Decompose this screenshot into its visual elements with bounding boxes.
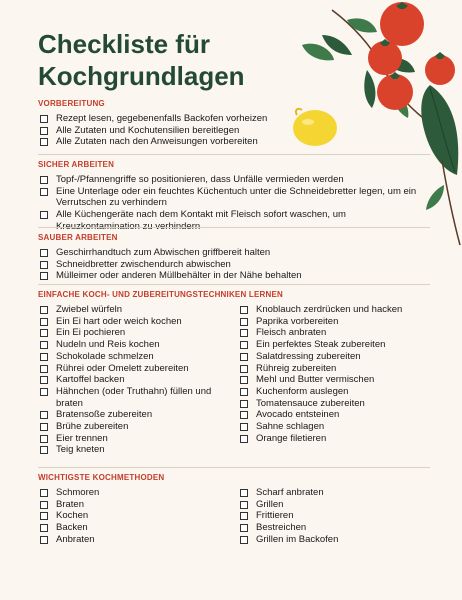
checkbox[interactable]	[40, 524, 48, 532]
item-label: Teig kneten	[56, 444, 105, 456]
list-item	[238, 421, 430, 433]
divider	[38, 284, 430, 285]
checkbox[interactable]	[40, 411, 48, 419]
section-heading: WICHTIGSTE KOCHMETHODEN	[38, 473, 165, 482]
item-label: Braten	[56, 498, 84, 510]
list-item	[38, 363, 238, 375]
list-item	[238, 510, 430, 522]
item-label: Ein Ei pochieren	[56, 327, 126, 339]
list-item	[38, 316, 238, 328]
item-label: Hähnchen (oder Truthahn) füllen und braten	[56, 385, 212, 409]
list-item	[238, 534, 430, 546]
list-item	[38, 304, 238, 316]
divider	[38, 154, 430, 155]
checkbox[interactable]	[240, 388, 248, 396]
checkbox[interactable]	[40, 261, 48, 269]
checkbox[interactable]	[40, 272, 48, 280]
item-label: Anbraten	[56, 533, 95, 545]
item-label: Schmoren	[56, 487, 100, 498]
list-item	[38, 270, 430, 282]
item-label: Rühreig zubereiten	[256, 362, 337, 374]
methods-list-left	[38, 487, 238, 546]
item-label: Ein perfektes Steak zubereiten	[256, 339, 386, 351]
list-item	[238, 351, 430, 363]
checkbox[interactable]	[240, 423, 248, 431]
item-label: Topf-/Pfannengriffe so positionieren, dass Unfälle vermieden werden	[56, 174, 344, 185]
list-item	[238, 316, 430, 328]
list-item	[38, 487, 238, 499]
checkbox[interactable]	[40, 423, 48, 431]
cleanliness-list	[38, 247, 430, 282]
checkbox[interactable]	[240, 400, 248, 408]
checkbox[interactable]	[240, 353, 248, 361]
list-item	[38, 444, 238, 456]
methods-list-right	[238, 487, 430, 546]
section-safety	[38, 154, 430, 233]
item-label: Brühe zubereiten	[56, 421, 129, 433]
item-label: Grillen im Backofen	[256, 533, 339, 545]
checkbox[interactable]	[40, 188, 48, 196]
list-item	[38, 522, 238, 534]
item-label: Rezept lesen, gegebenenfalls Backofen vorheizen	[56, 113, 268, 124]
checkbox[interactable]	[40, 138, 48, 146]
list-item	[238, 374, 430, 386]
section-cleanliness	[38, 227, 430, 282]
item-label: Geschirrhandtuch zum Abwischen griffbereit halten	[56, 247, 271, 258]
item-label: Backen	[56, 522, 88, 534]
list-item	[38, 433, 238, 445]
checkbox[interactable]	[40, 536, 48, 544]
item-label: Schneidbretter zwischendurch abwischen	[56, 258, 231, 270]
list-item	[38, 186, 430, 209]
list-item	[238, 398, 430, 410]
item-label: Zwiebel würfeln	[56, 304, 122, 315]
list-item	[38, 247, 430, 259]
checkbox[interactable]	[240, 365, 248, 373]
item-label: Ein Ei hart oder weich kochen	[56, 315, 182, 327]
checkbox[interactable]	[40, 115, 48, 123]
list-item	[238, 339, 430, 351]
checkbox[interactable]	[40, 512, 48, 520]
checkbox[interactable]	[40, 329, 48, 337]
item-label: Knoblauch zerdrücken und hacken	[256, 304, 403, 315]
list-item	[238, 487, 430, 499]
list-item	[38, 386, 238, 409]
item-label: Eine Unterlage oder ein feuchtes Küchentuch unter die Schneidebretter legen, um ein Verrutschen zu verhindern	[56, 185, 417, 209]
item-label: Alle Küchengeräte nach dem Kontakt mit Fleisch sofort waschen, um Kreuzkontamination zu verhindern	[56, 209, 346, 232]
section-preparation	[38, 99, 430, 148]
checkbox[interactable]	[240, 329, 248, 337]
item-label: Bestreichen	[256, 522, 307, 534]
item-label: Scharf anbraten	[256, 487, 324, 498]
checkbox[interactable]	[240, 512, 248, 520]
list-item	[238, 304, 430, 316]
list-item	[38, 174, 430, 186]
item-label: Avocado entsteinen	[256, 409, 340, 421]
checkbox[interactable]	[40, 211, 48, 219]
list-item	[38, 534, 238, 546]
checkbox[interactable]	[40, 446, 48, 454]
list-item	[38, 351, 238, 363]
list-item	[38, 136, 430, 148]
checkbox[interactable]	[240, 411, 248, 419]
list-item	[238, 409, 430, 421]
section-methods	[38, 467, 430, 546]
item-label: Sahne schlagen	[256, 421, 325, 433]
list-item	[238, 327, 430, 339]
list-item	[38, 113, 430, 125]
list-item	[238, 433, 430, 445]
page-title: Checkliste für Kochgrundlagen	[38, 29, 245, 91]
divider	[38, 227, 430, 228]
list-item	[38, 339, 238, 351]
checkbox[interactable]	[240, 536, 248, 544]
techniques-list-right	[238, 304, 430, 456]
item-label: Alle Zutaten und Kochutensilien bereitlegen	[56, 124, 240, 136]
checkbox[interactable]	[40, 376, 48, 384]
item-label: Mehl und Butter vermischen	[256, 374, 375, 386]
checkbox[interactable]	[240, 306, 248, 314]
section-heading: VORBEREITUNG	[38, 99, 105, 108]
checkbox[interactable]	[40, 501, 48, 509]
checkbox[interactable]	[40, 435, 48, 443]
list-item	[38, 510, 238, 522]
section-heading: SAUBER ARBEITEN	[38, 233, 118, 242]
item-label: Orange filetieren	[256, 432, 327, 444]
item-label: Nudeln und Reis kochen	[56, 339, 160, 351]
checkbox[interactable]	[240, 435, 248, 443]
section-heading: SICHER ARBEITEN	[38, 160, 115, 169]
list-item	[38, 499, 238, 511]
checkbox[interactable]	[40, 127, 48, 135]
checkbox[interactable]	[40, 353, 48, 361]
list-item	[38, 374, 238, 386]
section-techniques	[38, 284, 430, 456]
checkbox[interactable]	[40, 176, 48, 184]
item-label: Schokolade schmelzen	[56, 350, 154, 362]
preparation-list	[38, 113, 430, 148]
item-label: Kartoffel backen	[56, 374, 125, 386]
section-heading: EINFACHE KOCH- UND ZUBEREITUNGSTECHNIKEN LERNEN	[38, 290, 283, 299]
checkbox[interactable]	[40, 249, 48, 257]
item-label: Rührei oder Omelett zubereiten	[56, 362, 189, 374]
list-item	[38, 125, 430, 137]
item-label: Fleisch anbraten	[256, 327, 327, 339]
list-item	[238, 522, 430, 534]
item-label: Grillen	[256, 498, 284, 510]
checkbox[interactable]	[40, 489, 48, 497]
item-label: Salatdressing zubereiten	[256, 350, 361, 362]
item-label: Mülleimer oder anderen Müllbehälter in der Nähe behalten	[56, 270, 302, 282]
checkbox[interactable]	[240, 489, 248, 497]
item-label: Alle Zutaten nach den Anweisungen vorbereiten	[56, 136, 258, 148]
item-label: Kuchenform auslegen	[256, 385, 349, 397]
safety-list	[38, 174, 430, 233]
checkbox[interactable]	[240, 524, 248, 532]
item-label: Bratensoße zubereiten	[56, 409, 153, 421]
techniques-list-left	[38, 304, 238, 456]
list-item	[238, 386, 430, 398]
checkbox[interactable]	[240, 501, 248, 509]
checkbox[interactable]	[40, 388, 48, 396]
list-item	[38, 409, 238, 421]
checkbox[interactable]	[40, 318, 48, 326]
checkbox[interactable]	[240, 318, 248, 326]
divider	[38, 467, 430, 468]
item-label: Kochen	[56, 510, 89, 522]
list-item	[38, 327, 238, 339]
list-item	[238, 499, 430, 511]
item-label: Paprika vorbereiten	[256, 315, 339, 327]
list-item	[38, 259, 430, 271]
checkbox[interactable]	[240, 341, 248, 349]
item-label: Tomatensauce zubereiten	[256, 397, 365, 409]
item-label: Frittieren	[256, 510, 294, 522]
checkbox[interactable]	[240, 376, 248, 384]
checkbox[interactable]	[40, 365, 48, 373]
item-label: Eier trennen	[56, 432, 108, 444]
checkbox[interactable]	[40, 306, 48, 314]
list-item	[38, 421, 238, 433]
list-item	[238, 363, 430, 375]
checkbox[interactable]	[40, 341, 48, 349]
